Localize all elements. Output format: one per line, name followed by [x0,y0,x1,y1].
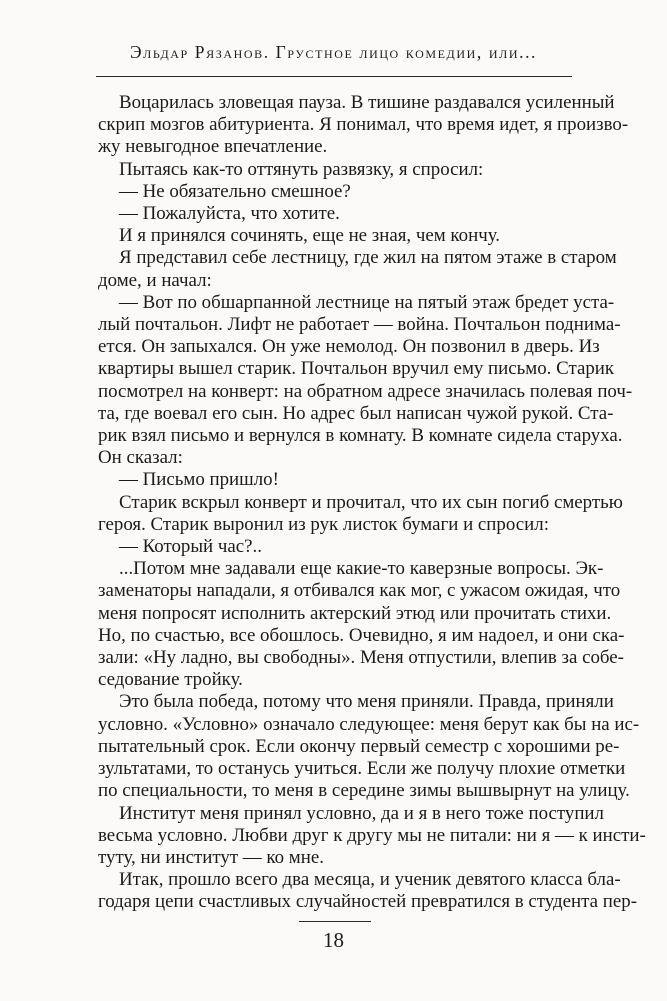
paragraph [98,802,646,870]
text-line: доме, и начал: [98,269,212,291]
header-rule [96,76,572,77]
text-line: туту, ни институт — ко мне. [98,846,324,868]
paragraph [98,159,570,181]
paragraph [98,225,570,247]
text-line: И я принялся сочинять, еще не зная, чем кончу. [119,225,500,247]
text-line: — Который час?.. [119,536,262,558]
text-line: Это была победа, потому что меня приняли. Правда, приняли [119,691,614,713]
paragraph [98,491,623,536]
text-line: Но, по счастью, все обошлось. Очевидно, я им надоел, и они ска- [98,624,625,646]
text-line: Воцарилась зловещая пауза. В тишине раздавался усиленный [119,92,615,113]
text-line: — Не обязательно смешное? [119,180,351,202]
text-line: Институт меня принял условно, да и я в него тоже поступил [119,802,604,824]
text-line: весьма условно. Любви друг к другу мы не питали: ни я — к инсти- [98,824,646,846]
paragraph [98,558,625,691]
footer-rule [299,921,371,922]
text-line: Он сказал: [98,447,183,469]
text-line: скрип мозгов абитуриента. Я понимал, что время идет, я произво- [98,114,629,136]
text-line: годаря цепи счастливых случайностей превратился в студента пер- [98,891,637,913]
text-line: та, где воевал его сын. Но адрес был написан чужой рукой. Ста- [98,402,614,424]
text-line: — Письмо пришло! [119,469,279,491]
paragraph [98,536,570,558]
text-line: Итак, прошло всего два месяца, и ученик девятого класса бла- [119,869,621,891]
paragraph [98,181,570,203]
paragraph [98,92,629,159]
text-line: жу невыгодное впечатление. [98,136,328,158]
text-line: — Пожалуйста, что хотите. [119,203,340,225]
page-number: 18 [323,928,344,952]
paragraph [98,203,570,225]
paragraph [98,247,617,291]
text-line: седование тройку. [98,669,243,691]
text-line: заменаторы нападали, я отбивался как мог, с ужасом ожидая, что [98,580,621,602]
text-line: по специальности, то меня в середине зимы вышвырнут на улицу. [98,780,630,802]
text-line: зали: «Ну ладно, вы свободны». Меня отпустили, влепив за собе- [98,647,624,669]
running-title: Эльдар Рязанов. Грустное лицо комедии, или... [129,42,538,62]
text-line: рик взял письмо и вернулся в комнату. В комнате сидела старуха. [98,425,623,447]
text-line: Пытаясь как-то оттянуть развязку, я спросил: [119,158,484,180]
text-line: ...Потом мне задавали еще какие-то каверзные вопросы. Эк- [119,558,604,580]
paragraph [98,469,570,491]
body-text [98,92,646,914]
text-line: Я представил себе лестницу, где жил на пятом этаже в старом [119,247,617,269]
text-line: квартиры вышел старик. Почтальон вручил ему письмо. Старик [98,358,615,380]
paragraph [98,869,637,913]
text-line: пытательный срок. Если окончу первый семестр с хорошими ре- [98,735,620,757]
text-line: ется. Он запыхался. Он уже немолод. Он позвонил в дверь. Из [98,336,600,358]
text-line: лый почтальон. Лифт не работает — война. Почтальон поднима- [98,314,621,336]
text-line: героя. Старик выронил из рук листок бумаги и спросил: [98,513,549,535]
text-line: посмотрел на конверт: на обратном адресе значилась полевая поч- [98,380,633,402]
text-line: — Вот по обшарпанной лестнице на пятый этаж бредет уста- [119,291,615,313]
paragraph [98,291,633,470]
text-line: условно. «Условно» означало следующее: меня берут как бы на ис- [98,713,640,735]
text-line: Старик вскрыл конверт и прочитал, что их сын погиб смертью [119,491,623,513]
text-line: зультатами, то останусь учиться. Если же получу плохие отметки [98,758,626,780]
text-line: меня попросят исполнить актерский этюд или прочитать стихи. [98,602,612,624]
paragraph [98,691,640,802]
